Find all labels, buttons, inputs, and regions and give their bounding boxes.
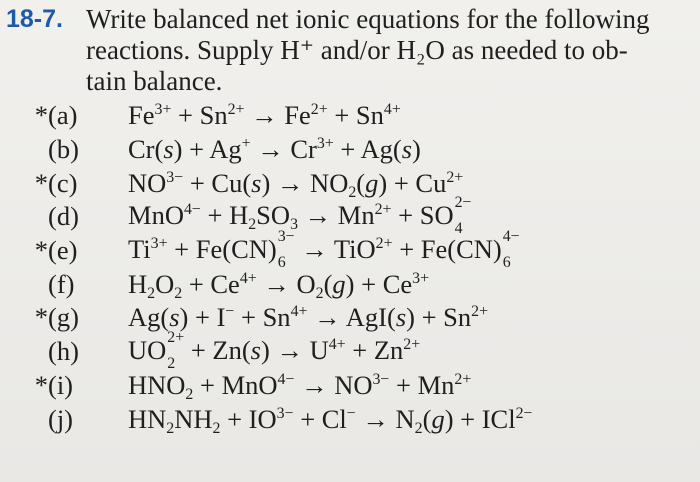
equation-row-i bbox=[28, 369, 533, 403]
problem-statement bbox=[86, 4, 686, 97]
equation-row-g bbox=[28, 301, 533, 335]
star-marker: * bbox=[34, 100, 48, 131]
equation-label: (j) bbox=[48, 403, 74, 434]
equation-expression: UO 2+ 2 + $Zn(s) \to U^{4+} + Zn^{2+}$ bbox=[128, 328, 421, 372]
equation-row-j bbox=[28, 402, 533, 436]
equation-label: (d) bbox=[48, 201, 79, 232]
equation-list bbox=[28, 99, 533, 436]
equation-label: (b) bbox=[48, 134, 79, 165]
equation-label: (g) bbox=[48, 302, 79, 333]
problem-number: 18-7. bbox=[6, 5, 63, 33]
equation-expression: $HN_2NH_2 + IO^{3-} + Cl^- \to N_2(g) + ICl^{2-}$ bbox=[128, 403, 533, 437]
equation-expression: $Fe^{3+} + Sn^{2+} \to Fe^{2+} + Sn^{4+}$ bbox=[128, 100, 401, 131]
equation-expression: $Ag(s) + I^- + Sn^{4+} \to AgI(s) + Sn^{2+}$ bbox=[128, 302, 489, 333]
statement-line: tain balance. bbox=[86, 66, 223, 96]
equation-expression: $Ti^{3+} + Fe(CN)$ 3− 6 → TiO$^{2+}$ + Fe(CN) 4− 6 bbox=[128, 227, 520, 271]
equation-label: (c) bbox=[48, 167, 78, 198]
equation-expression: $NO^{3-} + Cu(s) \to NO_2(g) + Cu^{2+}$ bbox=[128, 167, 464, 201]
equation-row-e bbox=[28, 227, 533, 271]
equation-label: (h) bbox=[48, 336, 79, 367]
equation-label: (f) bbox=[48, 268, 75, 299]
equation-label: (a) bbox=[48, 100, 78, 131]
equation-expression: $Cr(s) + Ag^+ \to Cr^{3+} + Ag(s)$ bbox=[128, 134, 421, 165]
statement-line: reactions. Supply H⁺ and/or H₂O as needed to ob- bbox=[86, 35, 628, 65]
equation-row-h bbox=[28, 328, 533, 372]
equation-expression: $MnO^{4-} + H_2SO_3 \to Mn^{2+}$ + SO 2− 4 bbox=[128, 193, 472, 238]
star-marker: * bbox=[34, 167, 48, 198]
equation-row-a bbox=[28, 99, 533, 133]
star-marker: * bbox=[34, 235, 48, 266]
statement-line: Write balanced net ionic equations for the following bbox=[86, 4, 650, 34]
equation-row-b bbox=[28, 133, 533, 167]
star-marker: * bbox=[34, 369, 48, 400]
star-marker: * bbox=[34, 302, 48, 333]
equation-label: (i) bbox=[48, 369, 74, 400]
equation-label: (e) bbox=[48, 235, 78, 266]
equation-expression: $H_2O_2 + Ce^{4+} \to O_2(g) + Ce^{3+}$ bbox=[128, 268, 430, 302]
equation-row-f bbox=[28, 267, 533, 301]
equation-expression: $HNO_2 + MnO^{4-} \to NO^{3-} + Mn^{2+}$ bbox=[128, 369, 472, 403]
